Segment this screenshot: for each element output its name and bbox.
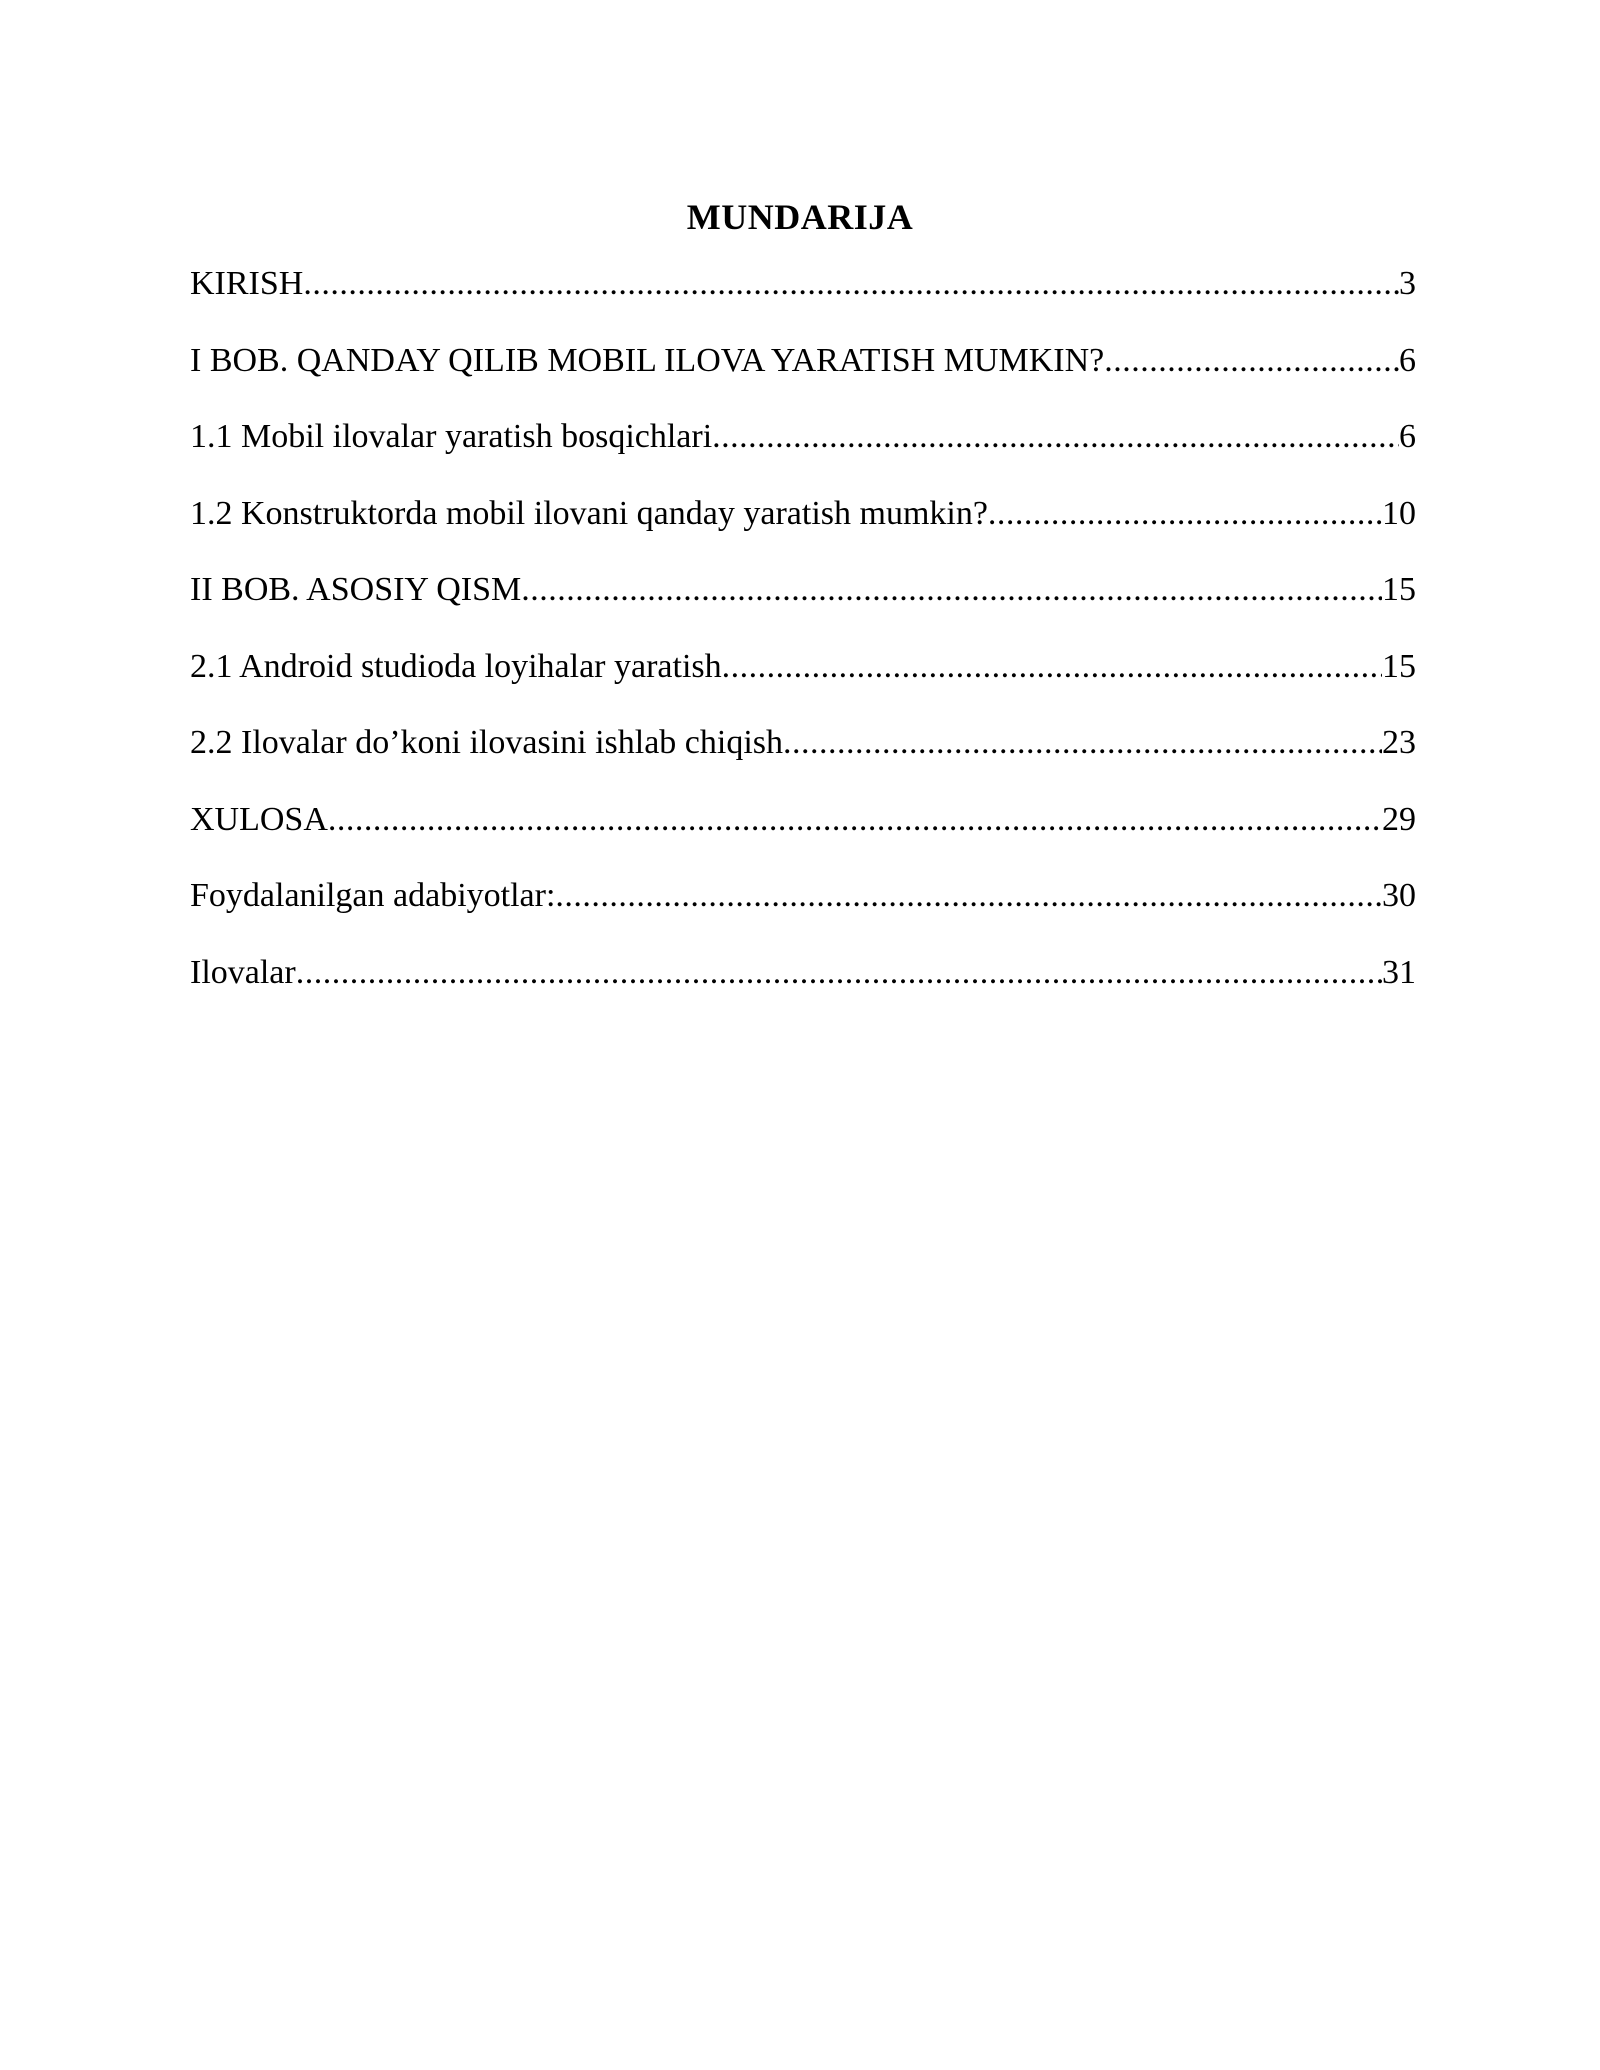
toc-entry-page-number: 23 — [1382, 724, 1416, 761]
toc-entry-label: 2.1 Android studioda loyihalar yaratish — [190, 647, 722, 685]
toc-entry-page-number: 6 — [1399, 341, 1416, 379]
dot-leader — [296, 947, 1382, 999]
dot-leader — [521, 564, 1382, 616]
table-of-contents — [190, 258, 1416, 1023]
toc-entry-label: 2.2 Ilovalar do’koni ilovasini ishlab chiqish — [190, 724, 784, 761]
toc-entry-page-number: 10 — [1382, 494, 1416, 532]
toc-entry-appendices[interactable] — [190, 947, 1416, 1024]
toc-entry-section-2-1[interactable] — [190, 641, 1416, 718]
dot-leader — [1104, 335, 1399, 387]
toc-entry-section-1-1[interactable] — [190, 411, 1416, 488]
toc-entry-page-number: 30 — [1382, 877, 1416, 914]
toc-entry-section-1-2[interactable] — [190, 488, 1416, 565]
dot-leader — [555, 870, 1382, 922]
toc-entry-page-number: 3 — [1399, 265, 1416, 302]
dot-leader — [712, 411, 1399, 463]
toc-entry-page-number: 15 — [1382, 647, 1416, 685]
dot-leader — [988, 488, 1382, 540]
toc-entry-xulosa[interactable] — [190, 794, 1416, 871]
toc-entry-page-number: 15 — [1382, 571, 1416, 608]
toc-entry-page-number: 31 — [1382, 953, 1416, 991]
toc-entry-kirish[interactable] — [190, 258, 1416, 335]
toc-entry-label: XULOSA — [190, 800, 328, 838]
toc-entry-label: 1.2 Konstruktorda mobil ilovani qanday yaratish mumkin? — [190, 494, 988, 532]
toc-entry-page-number: 6 — [1399, 418, 1416, 455]
toc-title: MUNDARIJA — [686, 197, 914, 237]
dot-leader — [783, 717, 1382, 769]
dot-leader — [722, 641, 1382, 693]
toc-entry-label: II BOB. ASOSIY QISM — [190, 571, 522, 608]
dot-leader — [303, 258, 1399, 310]
toc-entry-chapter-2[interactable] — [190, 564, 1416, 641]
toc-entry-label: Foydalanilgan adabiyotlar: — [190, 877, 556, 914]
dot-leader — [328, 794, 1382, 846]
toc-entry-page-number: 29 — [1382, 800, 1416, 838]
toc-entry-label: KIRISH — [190, 265, 304, 302]
toc-entry-references[interactable] — [190, 870, 1416, 947]
toc-entry-chapter-1[interactable] — [190, 335, 1416, 412]
toc-entry-label: I BOB. QANDAY QILIB MOBIL ILOVA YARATISH MUMKIN? — [190, 341, 1105, 379]
toc-entry-label: 1.1 Mobil ilovalar yaratish bosqichlari — [190, 418, 713, 455]
toc-entry-section-2-2[interactable] — [190, 717, 1416, 794]
toc-entry-label: Ilovalar — [190, 953, 296, 991]
